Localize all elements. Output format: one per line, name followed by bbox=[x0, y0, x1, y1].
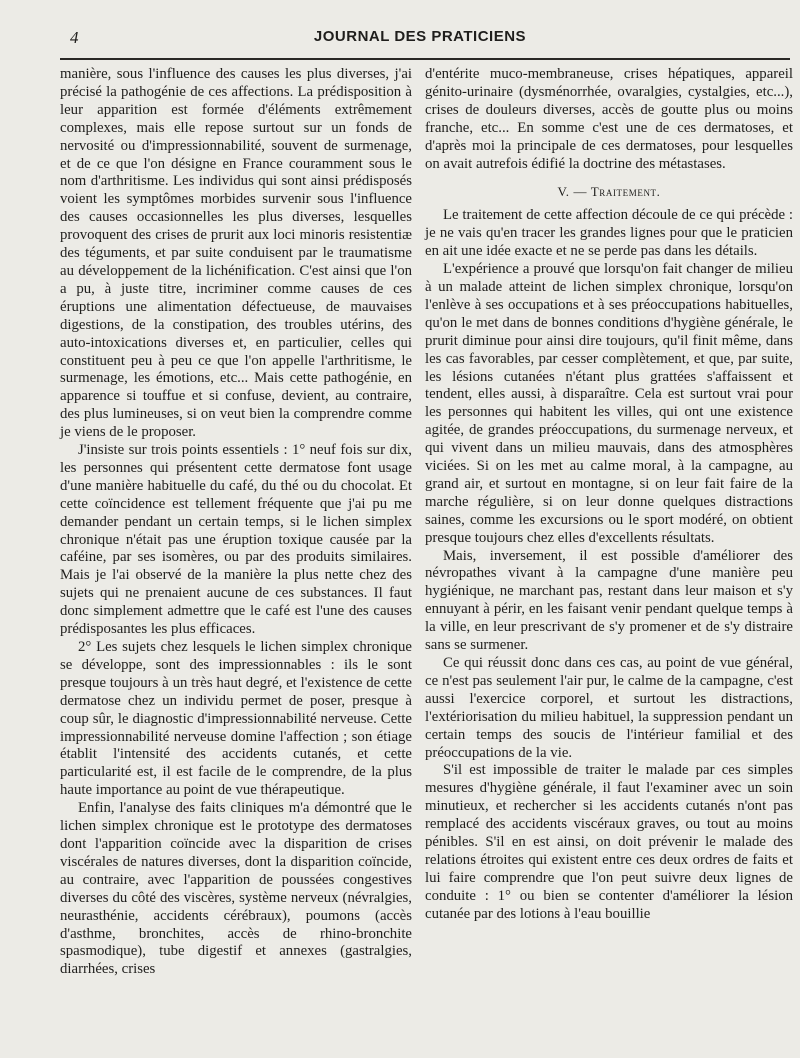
left-paragraph: manière, sous l'influence des causes les plus diverses, j'ai précisé la pathogénie de ces affections. La prédisposition à leur apparition est formée d'éléments extrêmement complexes, mais elle repose surtout sur un fonds de nervosité ou d'impressionnabilité, souvent de surmenage, et de ce que l'on désigne en France couramment sous le nom d'arthritisme. Les individus qui sont ainsi prédisposés voient les symptômes morbides survenir sous l'influence des causes occasionnelles les plus diverses, lesquelles provoquent des crises de prurit aux loci minoris resistentiæ des téguments, et par suite conduisent par le traumatisme au développement de la lichénification. C'est ainsi que l'on a pu, à juste titre, incriminer comme causes de ces éruptions une alimentation défectueuse, de mauvaises digestions, de la constipation, des troubles utérins, des auto-intoxications diverses et, en particulier, celles qui constituent peu à peu ce que l'on appelle l'arthritisme, le surmenage, les émotions, etc... Mais cette pathogénie, en apparence si touffue et si confuse, devient, au contraire, des plus lumineuses, si on veut bien la comprendre comme je viens de le proposer. bbox=[60, 66, 412, 441]
header-rule bbox=[60, 58, 790, 60]
right-paragraph: L'expérience a prouvé que lorsqu'on fait changer de milieu à un malade atteint de lichen simplex chronique, lorsqu'on l'enlève à ses occupations et à ses préoccupations habituelles, qu'on le met dans de bonnes conditions d'hygiène générale, le prurit diminue pour ainsi dire toujours, qu'il finit même, dans les cas favorables, par cesser complètement, et que, par suite, les lésions cutanées n'étant plus grattées s'affaissent et tendent, elles aussi, à disparaître. Cela est surtout vrai pour les personnes qui habitent les villes, qui ont une existence agitée, de grandes préoccupations, du surmenage nerveux, et qui vivent dans un milieu mauvais, dans des atmosphères viciées. Si on les met au calme moral, à la campagne, au grand air, et surtout en montagne, si on leur fait faire de la marche régulière, si on leur donne quelques distractions saines, comme les excursions ou le sport modéré, on obtient presque toujours chez elles d'excellents résultats. bbox=[425, 261, 793, 546]
journal-title: JOURNAL DES PRATICIENS bbox=[313, 28, 527, 45]
right-column bbox=[425, 66, 793, 924]
left-column bbox=[60, 66, 412, 979]
section-title: V. — Traitement. bbox=[557, 184, 661, 200]
right-paragraph: Le traitement de cette affection découle de ce qui précède : je ne vais qu'en tracer les grandes lignes pour que le praticien en ait une idée exacte et ne se perde pas dans les détails. bbox=[425, 207, 793, 260]
right-paragraph: Mais, inversement, il est possible d'améliorer des névropathes vivant à la campagne d'une manière peu hygiénique, ne marchant pas, restant dans leur maison et s'y ennuyant à périr, en les faisant venir pendant quelque temps à la ville, en leur prescrivant de s'y promener et de s'y distraire sans se surmener. bbox=[425, 547, 793, 654]
left-paragraph: J'insiste sur trois points essentiels : 1° neuf fois sur dix, les personnes qui présentent cette dermatose font usage d'une manière habituelle du café, du thé ou du chocolat. Et cette coïncidence est tellement fréquente que j'ai pu me demander pendant un certain temps, si le lichen simplex chronique n'était pas une éruption toxique causée par la caféine, par ses isomères, ou par des produits similaires. Mais je l'ai observé de la manière la plus nette chez des sujets qui ne prenaient aucune de ces substances. Il faut donc simplement admettre que le café est l'une des causes prédisposantes les plus efficaces. bbox=[60, 442, 412, 638]
left-paragraph: Enfin, l'analyse des faits cliniques m'a démontré que le lichen simplex chronique est le prototype des dermatoses dont l'apparition coïncide avec la disparition de crises viscérales de natures diverses, dont la disparition coïncide, au contraire, avec l'apparition de poussées congestives diverses du côté des viscères, système nerveux (névralgies, neurasthénie, accidents cérébraux), poumons (accès d'asthme, bronchites, accès de rhino-bronchite spasmodique), tube digestif et annexes (gastralgies, diarrhées, crises bbox=[60, 800, 412, 978]
right-intro-paragraph: d'entérite muco-membraneuse, crises hépatiques, appareil génito-urinaire (dysménorrhée, ovaralgies, cystalgies, etc...), crises de douleurs diverses, accès de goutte plus ou moins franche, etc... En somme c'est une de ces dermatoses, et d'après moi la principale de ces dermatoses, pour lesquelles on avait autrefois édifié la doctrine des métastases. bbox=[425, 66, 793, 172]
right-paragraph: Ce qui réussit donc dans ces cas, au point de vue général, ce n'est pas seulement l'air pur, le calme de la campagne, c'est aussi l'exercice corporel, et surtout les distractions, l'extériorisation du milieu habituel, la suppression pendant un certain temps des soucis de l'intérieur familial et des préoccupations de la vie. bbox=[425, 655, 793, 761]
page-number: 4 bbox=[70, 28, 79, 47]
right-paragraph: S'il est impossible de traiter le malade par ces simples mesures d'hygiène générale, il faut l'examiner avec un soin minutieux, et rechercher si les accidents cutanés n'ont pas remplacé des accidents viscéraux graves, ou tout au moins pénibles. S'il en est ainsi, on doit prévenir le malade des relations étroites qui existent entre ces deux ordres de faits et lui faire comprendre que l'on peut suivre deux lignes de conduite : 1° ou bien se contenter d'améliorer la lésion cutanée par des lotions à l'eau bouillie bbox=[425, 762, 793, 922]
page-header bbox=[70, 28, 770, 54]
left-paragraph: 2° Les sujets chez lesquels le lichen simplex chronique se développe, sont des impressionnables : ils le sont presque toujours à un très haut degré, et l'existence de cette dermatose chez un individu permet de poser, presque à coup sûr, le diagnostic d'impressionnabilité nerveuse. Cette impressionnabilité nerveuse domine l'affection ; son étiage établit l'intensité des accidents cutanés, et cette particularité est, il est facile de le comprendre, de la plus haute importance au point de vue thérapeutique. bbox=[60, 639, 412, 799]
